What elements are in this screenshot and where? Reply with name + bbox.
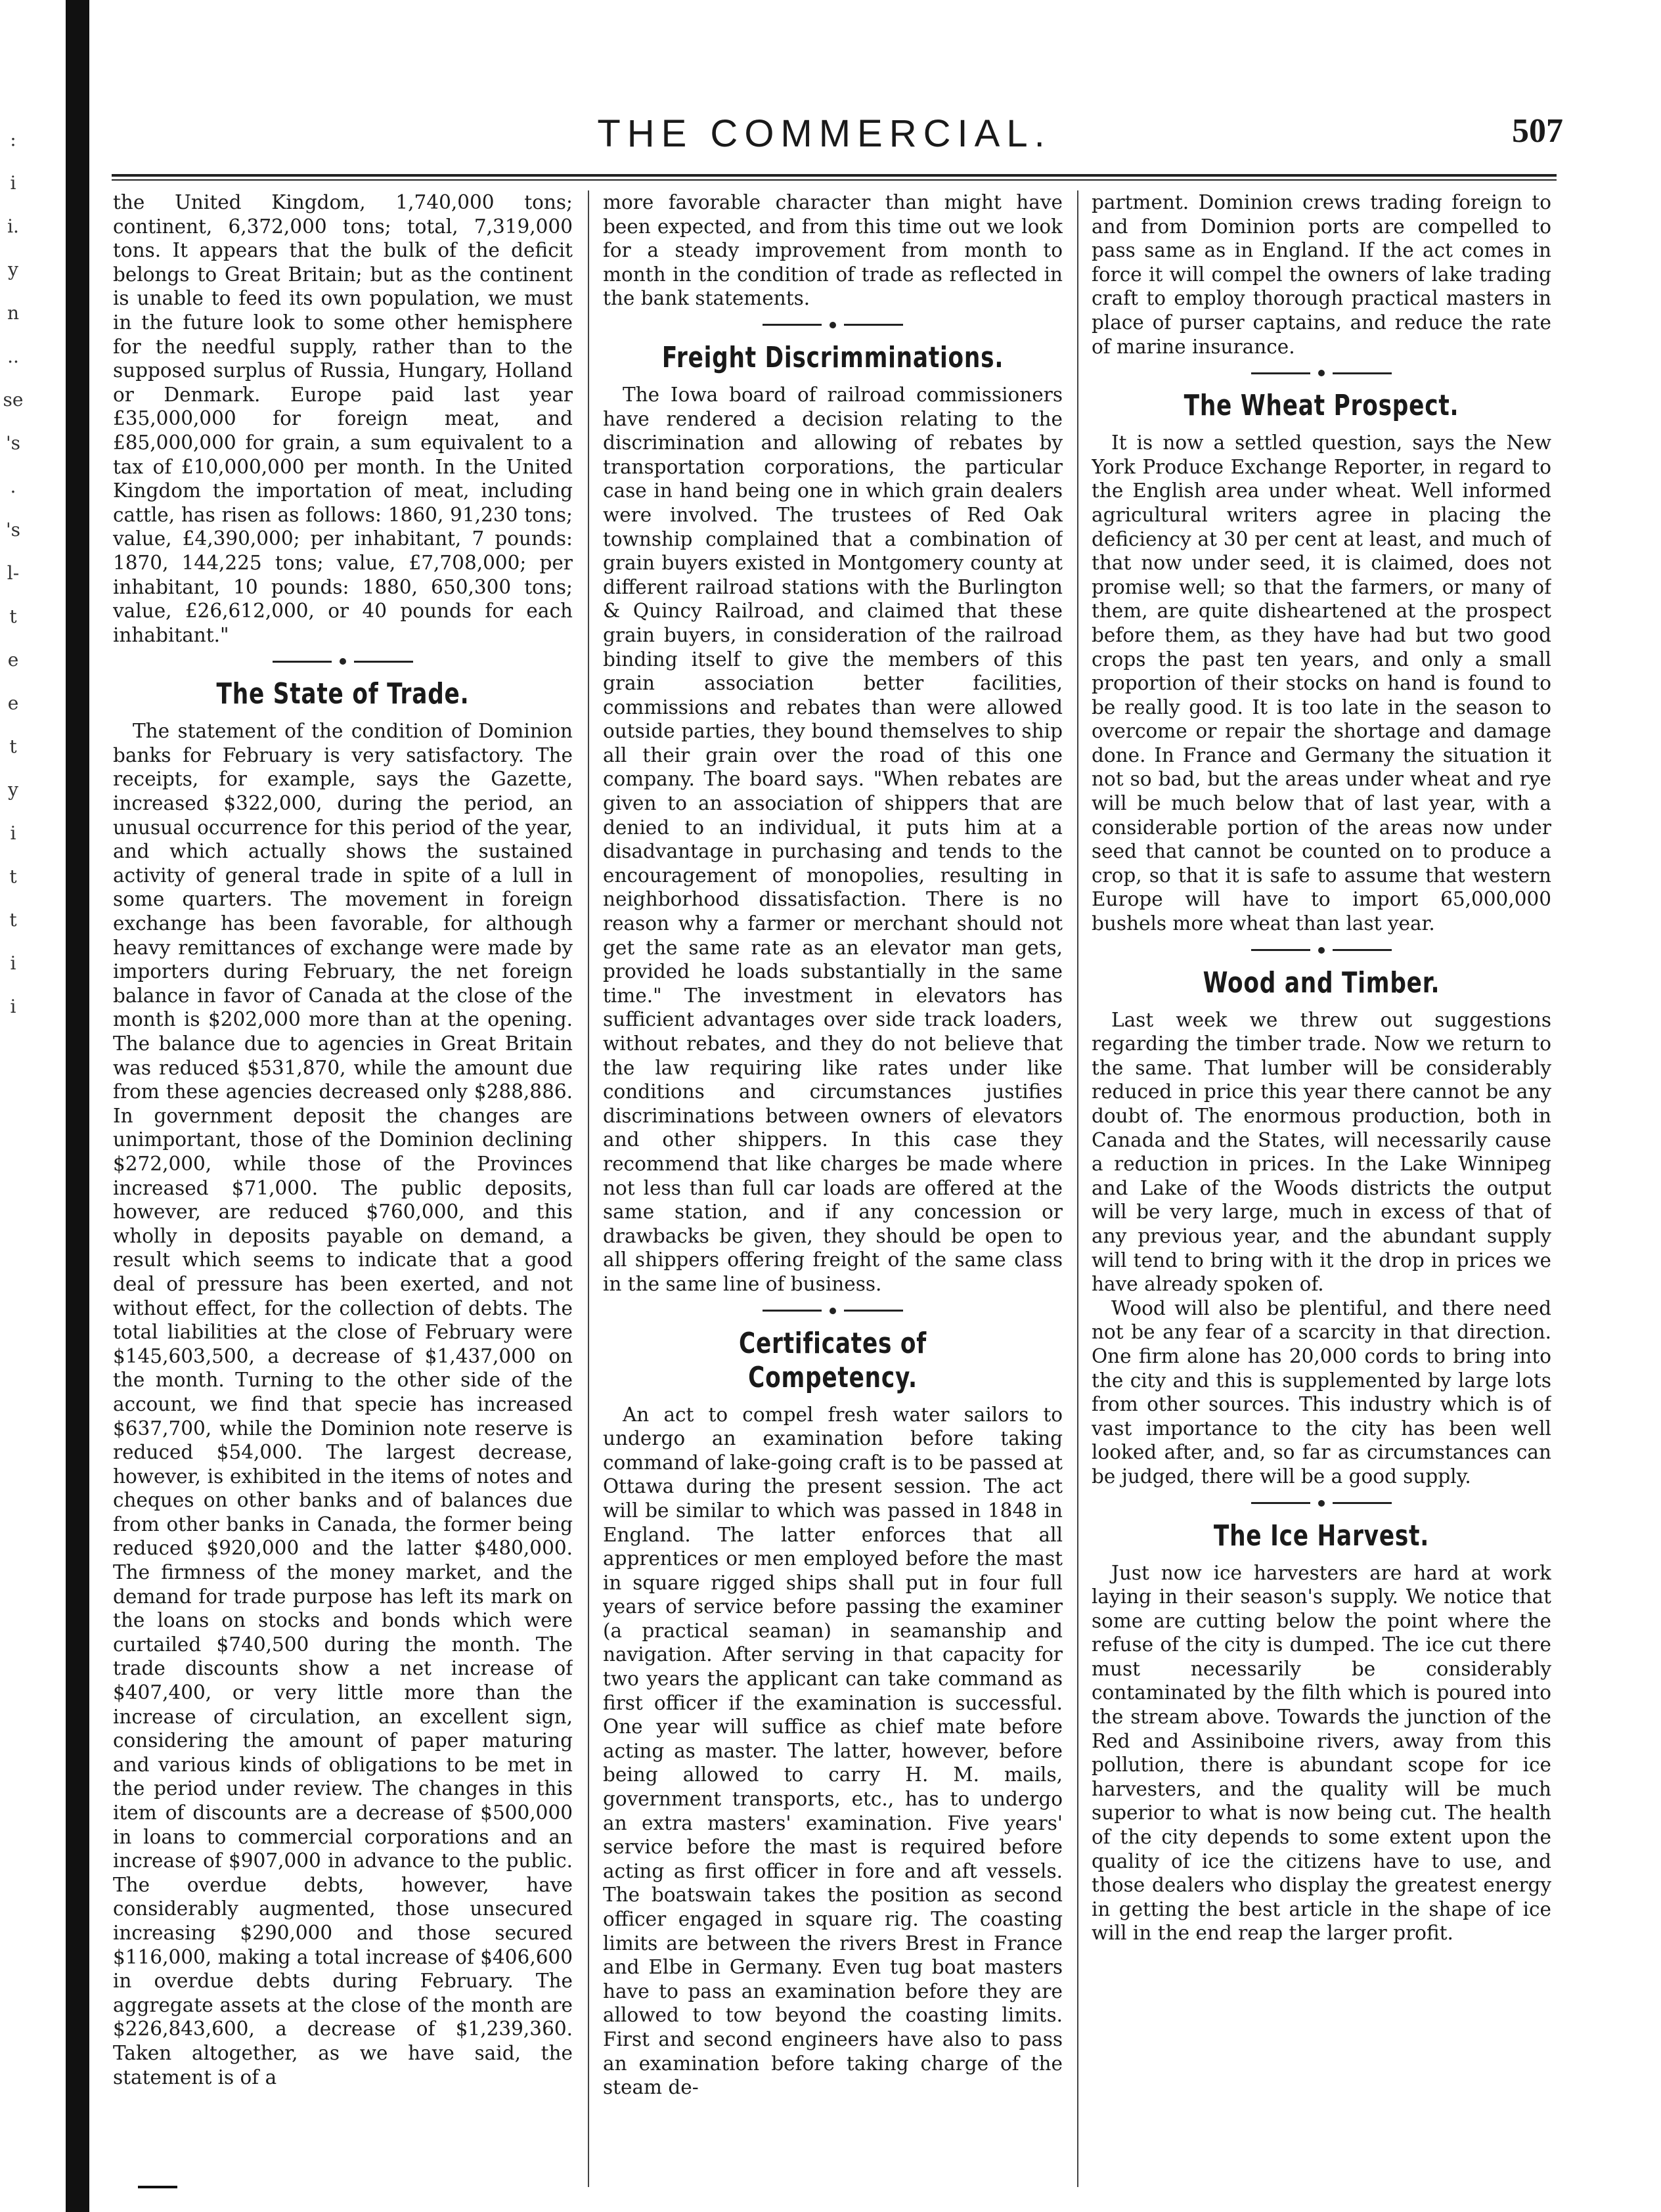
article-column-2 [603,190,1063,2187]
margin-fragment: e [7,649,19,671]
article-paragraph: The Iowa board of railroad commissioners have rendered a decision relating to the discrimination and allowing of rebates by transportation corporations, the particular case in hand being one in which grain dealers were involved. The trustees of Red Oak township complained that a combination of grain buyers existed in Montgomery county at different railroad stations with the Burlington & Quincy Railroad, and claimed that these grain buyers, in consideration of the railroad binding itself to give the members of this grain association better facilities, commissions and rebates than were allowed outside parties, they bound themselves to ship all their grain over the road of this one company. The board says. "When rebates are given to an association of shippers that are denied to an individual, it puts him at a disadvantage in purchasing and tends to the encouragement of monopolies, resulting in neighborhood dissatisfaction. There is no reason why a farmer or merchant should not get the same rate as an elevator man gets, provided he loads substantially in the same time." The investment in elevators has sufficient advantages over side track loaders, without rebates, and they do not believe that the law requiring like rates under like conditions and circumstances justifies discriminations between owners of elevators and other shippers. In this case they recommend that like charges be made where not less than full car loads are offered at the same station, and if any concession or drawbacks be given, they should be open to all shippers offering freight of the same class in the same line of business. [603,383,1063,1295]
ornament-divider [1092,940,1551,960]
article-heading: Certificates of Competency. [738,1326,927,1394]
margin-fragment: i [10,952,16,974]
margin-fragment: e [7,692,19,714]
article-heading: The Wheat Prospect. [1184,389,1459,423]
margin-fragment: i [10,996,16,1017]
margin-fragment: 's [5,519,21,541]
header-rule [112,174,1557,181]
margin-fragment: i [10,172,16,194]
article-paragraph: Wood will also be plentiful, and there need not be any fear of a scarcity in that direction. One firm alone has 20,000 cords to bring into the city and this is supplemented by large lots from other sources. This industry which is of vast importance to the city has been well looked after, and, so far as circumstances can be judged, there will be a good supply. [1092,1296,1551,1488]
page-binding-edge [66,0,89,2212]
ornament-divider [603,1300,1063,1320]
column-divider [588,190,589,2187]
margin-fragment: l- [7,562,20,584]
article-paragraph: It is now a settled question, says the New York Produce Exchange Reporter, in regard to the English area under wheat. Well informed agricultural writers agree in placing the deficiency at 30 per cent at least, and much of that now under seed, it is claimed, does not promise well; so that the farmers, or many of them, are quite disheartened at the prospect before them, as they have had but two good crops the past ten years, and only a small proportion of their stocks on hand is found to be really good. It is too late in the season to overcome or repair the shortage and damage done. In France and Germany the situation it not so bad, but the areas under wheat and rye will be much below that of last year, with a considerable portion of the areas now under seed that cannot be counted on to produce a crop, so that it is safe to assume that western Europe will have to import 65,000,000 bushels more wheat than last year. [1092,431,1551,935]
margin-fragment: t [9,606,17,627]
margin-fragment: i. [7,215,19,237]
column-divider [1077,190,1078,2187]
margin-fragment: t [9,909,17,931]
page-number: 507 [1512,112,1563,150]
article-column-1 [113,190,573,2187]
article-column-3 [1092,190,1551,2187]
continued-paragraph: partment. Dominion crews trading foreign to and from Dominion ports are compelled to pass same as in England. If the act comes in force it will compel the owners of lake trading craft to employ thorough practical masters in place of purser captains, and reduce the rate of marine insurance. [1092,191,1551,358]
article-heading: Wood and Timber. [1203,965,1440,1000]
article-paragraph: An act to compel fresh water sailors to undergo an examination before taking command of lake-going craft is to be passed at Ottawa during the present session. The act will be similar to which was passed in 1848 in England. The latter enforces that all apprentices or men employed before the mast in square rigged ships shall put in four full years of service before passing the examiner (a practical seaman) in seamanship and navigation. After serving in that capacity for two years the applicant can take command as first officer if the examination is successful. One year will suffice as chief mate before acting as master. The latter, however, before being allowed to carry H. M. mails, government transports, etc., has to undergo an extra masters' examination. Five years' service before the mast is required before acting as first officer in fore and aft vessels. The boatswain takes the position as second officer engaged in square rig. The coasting limits are between the rivers Brest in France and Elbe in Germany. Even tug boat masters have to pass an examination before they are allowed to tow beyond the coasting limits. First and second engineers have also to pass an examination before taking charge of the steam de- [603,1403,1063,2099]
article-heading: Freight Discrimminations. [661,340,1004,374]
margin-fragment: t [9,736,17,757]
ornament-divider [603,315,1063,334]
margin-fragment: . [10,476,16,497]
page-header [105,112,1563,171]
page-title: THE COMMERCIAL. [597,112,1052,155]
margin-fragment: i [10,822,16,844]
left-margin-fragments [0,118,26,1029]
article-paragraph: Last week we threw out suggestions regarding the timber trade. Now we return to the same. That lumber will be considerably reduced in price this year there cannot be any doubt of. The enormous production, both in Canada and the States, will necessarily cause a reduction in prices. In the Lake Winnipeg and Lake of the Woods districts the output will be very large, much in excess of that of any previous year, and the abundant supply will tend to bring with it the drop in prices we have already spoken of. [1092,1008,1551,1296]
margin-fragment: y [8,779,18,801]
article-heading: The Ice Harvest. [1213,1518,1430,1553]
margin-fragment: t [9,866,17,887]
ornament-divider [1092,1493,1551,1513]
margin-fragment: 's [5,432,21,454]
article-heading: The State of Trade. [216,677,470,711]
continued-paragraph: more favorable character than might have been expected, and from this time out we look for a steady improvement from month to month in the condition of trade as reflected in the bank statements. [603,191,1063,310]
bottom-rule-mark [138,2186,177,2188]
margin-fragment: : [10,129,16,150]
margin-fragment: n [7,302,20,324]
ornament-divider [113,651,573,671]
margin-fragment: y [8,259,18,280]
margin-fragment: .. [7,345,19,367]
margin-fragment: se [3,389,24,410]
article-paragraph: Just now ice harvesters are hard at work laying in their season's supply. We notice that some are cutting below the point where the refuse of the city is dumped. The ice cut there must necessarily be considerably contaminated by the filth which is poured into the stream above. Towards the junction of the Red and Assiniboine rivers, away from this pollution, there is abundant scope for ice harvesters, and the quality will be much superior to what is now being cut. The health of the city depends to some extent upon the quality of ice the citizens have to use, and those dealers who display the greatest energy in getting the best article in the shape of ice will in the end reap the larger profit. [1092,1561,1551,1945]
ornament-divider [1092,363,1551,382]
article-paragraph: The statement of the condition of Dominion banks for February is very satisfactory. The receipts, for example, says the Gazette, increased $322,000, during the period, an unusual occurrence for this period of the year, and which actually shows the sustained activity of general trade in spite of a lull in some quarters. The movement in foreign exchange has been favorable, for although heavy remittances of exchange were made by importers during February, the net foreign balance in favor of Canada at the close of the month is $202,000 more than at the opening. The balance due to agencies in Great Britain was reduced $531,870, while the amount due from these agencies decreased only $288,886. In government deposit the changes are unimportant, those of the Dominion declining $272,000, while those of the Provinces increased $71,000. The public deposits, however, are reduced $760,000, and this wholly in deposits payable on demand, a result which seems to indicate that a good deal of pressure has been exerted, and not without effect, for the collection of debts. The total liabilities at the close of February were $145,603,500, a decrease of $1,437,000 on the month. Turning to the other side of the account, we find that specie has increased $637,700, while the Dominion note reserve is reduced $54,000. The largest decrease, however, is exhibited in the items of notes and cheques on other banks and of balances due from other banks in Canada, the former being reduced $920,000 and the latter $480,000. The firmness of the money market, and the demand for trade purpose has left its mark on the loans on stocks and bonds which were curtailed $740,500 during the month. The trade discounts show a net increase of $407,400, or very little more than the increase of circulation, an excellent sign, considering the amount of paper maturing and various kinds of obligations to be met in the period under review. The changes in this item of discounts are a decrease of $500,000 in loans to commercial corporations and an increase of $907,000 in advance to the public. The overdue debts, however, have considerably augmented, those unsecured increasing $290,000 and those secured $116,000, making a total increase of $406,600 in overdue debts during February. The aggregate assets at the close of the month are $226,843,600, a decrease of $1,239,360. Taken altogether, as we have said, the statement is of a [113,720,573,2089]
continued-paragraph: the United Kingdom, 1,740,000 tons; continent, 6,372,000 tons; total, 7,319,000 tons. It appears that the bulk of the deficit belongs to Great Britain; but as the continent is unable to feed its own population, we must in the future look to some other hemisphere for the needful supply, rather than to the supposed surplus of Russia, Hungary, Holland or Denmark. Europe paid last year £35,000,000 for foreign meat, and £85,000,000 for grain, a sum equivalent to a tax of £10,000,000 per month. In the United Kingdom the importation of meat, including cattle, has risen as follows: 1860, 91,230 tons; value, £4,390,000; per inhabitant, 7 pounds: 1870, 144,225 tons; value, £7,708,000; per inhabitant, 10 pounds: 1880, 650,300 tons; value, £26,612,000, or 40 pounds for each inhabitant." [113,191,573,646]
